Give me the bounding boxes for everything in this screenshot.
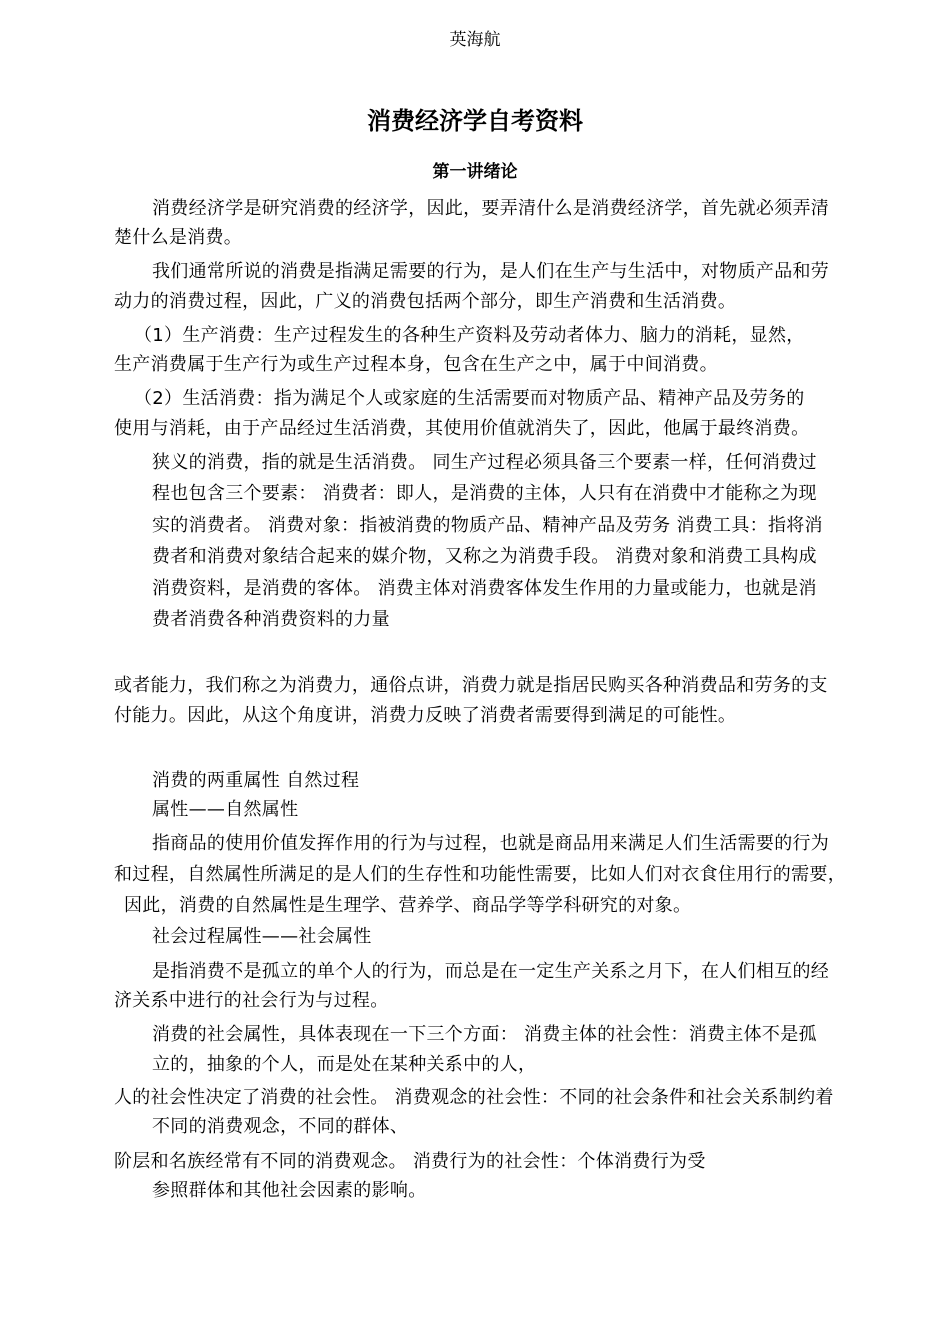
text-line: 动力的消费过程，因此，广义的消费包括两个部分，即生产消费和生活消费。 [114, 291, 737, 312]
text-line: 属性——自然属性 [152, 799, 299, 820]
text-line: 立的，抽象的个人，而是处在某种关系中的人， [152, 1054, 537, 1075]
text-line: 因此，消费的自然属性是生理学、营养学、商品学等学科研究的对象。 [124, 895, 692, 916]
text-line: 消费的两重属性 自然过程 [152, 770, 360, 791]
text-line: （2）生活消费：指为满足个人或家庭的生活需要而对物质产品、精神产品及劳务的 [134, 388, 805, 409]
text-line: 生产消费属于生产行为或生产过程本身，包含在生产之中，属于中间消费。 [114, 354, 718, 375]
text-line: 济关系中进行的社会行为与过程。 [114, 990, 389, 1011]
text-line: 社会过程属性——社会属性 [152, 926, 372, 947]
text-line: 指商品的使用价值发挥作用的行为与过程，也就是商品用来满足人们生活需要的行为 [152, 833, 830, 854]
text-line: （1）生产消费：生产过程发生的各种生产资料及劳动者体力、脑力的消耗，显然， [134, 325, 805, 346]
text-line: 费者和消费对象结合起来的媒介物，又称之为消费手段。 消费对象和消费工具构成 [152, 546, 817, 567]
text-line: 和过程，自然属性所满足的是人们的生存性和功能性需要，比如人们对衣食住用行的需要， [114, 864, 846, 885]
text-line: 消费资料，是消费的客体。 消费主体对消费客体发生作用的力量或能力，也就是消 [152, 578, 817, 599]
text-line: 费者消费各种消费资料的力量 [152, 609, 390, 630]
text-line: 楚什么是消费。 [114, 227, 243, 248]
text-line: 参照群体和其他社会因素的影响。 [152, 1180, 427, 1201]
text-line: 人的社会性决定了消费的社会性。 消费观念的社会性：不同的社会条件和社会关系制约着 [114, 1087, 834, 1108]
text-line: 我们通常所说的消费是指满足需要的行为，是人们在生产与生活中，对物质产品和劳 [152, 261, 830, 282]
text-line: 程也包含三个要素： 消费者：即人，是消费的主体，人只有在消费中才能称之为现 [152, 483, 817, 504]
page-header: 英海航 [449, 30, 501, 50]
text-line: 狭义的消费，指的就是生活消费。 同生产过程必须具备三个要素一样，任何消费过 [152, 452, 817, 473]
text-line: 实的消费者。 消费对象：指被消费的物质产品、精神产品及劳务 消费工具：指将消 [152, 515, 823, 536]
section-heading: 第一讲绪论 [432, 162, 518, 182]
text-line: 消费经济学是研究消费的经济学，因此，要弄清什么是消费经济学，首先就必须弄清 [152, 198, 830, 219]
text-line: 不同的消费观念，不同的群体、 [152, 1116, 409, 1137]
document-title: 消费经济学自考资料 [367, 107, 583, 135]
text-line: 或者能力，我们称之为消费力，通俗点讲，消费力就是指居民购买各种消费品和劳务的支 [114, 675, 828, 696]
text-line: 消费的社会属性，具体表现在一下三个方面： 消费主体的社会性：消费主体不是孤 [152, 1024, 817, 1045]
text-line: 使用与消耗，由于产品经过生活消费，其使用价值就消失了，因此，他属于最终消费。 [114, 418, 810, 439]
text-line: 阶层和名族经常有不同的消费观念。 消费行为的社会性：个体消费行为受 [114, 1151, 706, 1172]
text-line: 是指消费不是孤立的单个人的行为，而总是在一定生产关系之月下，在人们相互的经 [152, 961, 830, 982]
text-line: 付能力。因此，从这个角度讲，消费力反映了消费者需要得到满足的可能性。 [114, 705, 737, 726]
